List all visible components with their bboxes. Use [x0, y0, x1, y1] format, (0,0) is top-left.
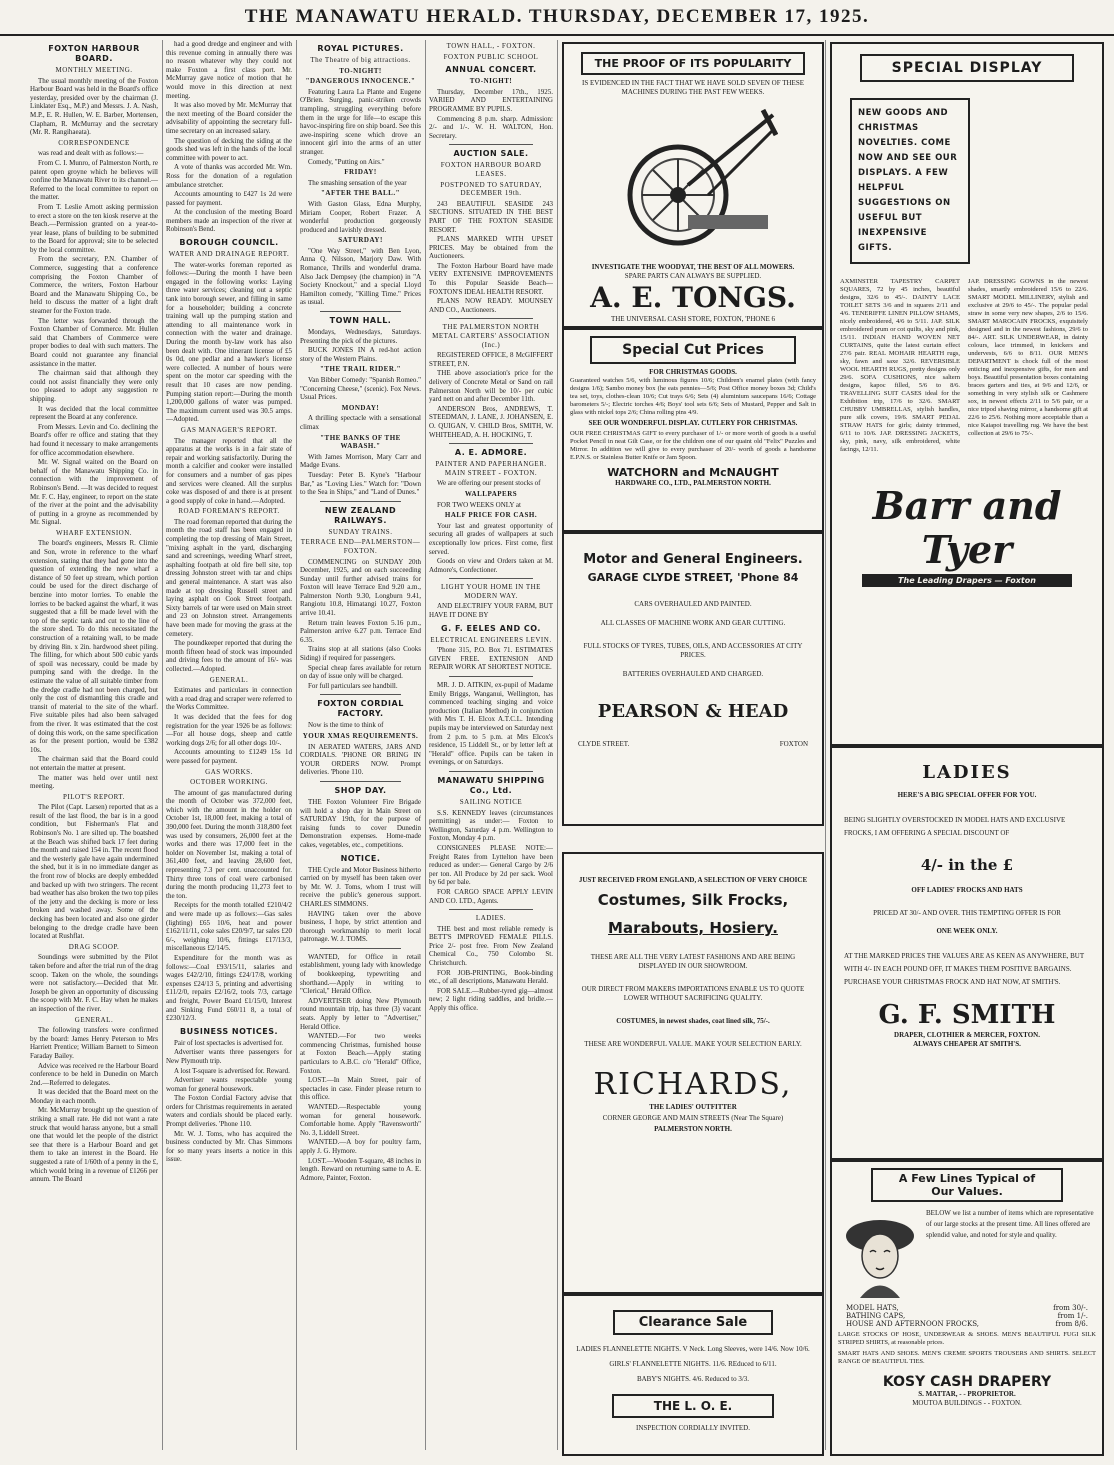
- ad-text: THESE ARE WONDERFUL VALUE. MAKE YOUR SELECTION EARLY.: [584, 1040, 802, 1048]
- section-heading: THE PALMERSTON NORTH METAL CARTERS' ASSOCIATION (Inc.): [432, 323, 550, 349]
- paragraph: Advertiser wants three passengers for New Plymouth trip.: [166, 1048, 292, 1065]
- paragraph: Goods on view and Orders taken at M. Admore's, Confectioner.: [429, 557, 553, 574]
- paragraph: PLANS NOW READY. MOUNSEY AND CO., Auctioneers.: [429, 297, 553, 314]
- column-notices: [429, 40, 553, 1450]
- film-title: "THE TRAIL RIDER.": [319, 365, 402, 374]
- ad-address: CLYDE STREET.: [578, 740, 630, 748]
- ad-address: THE UNIVERSAL CASH STORE, FOXTON, 'PHONE 6: [610, 315, 776, 323]
- ad-g-f-smith: [830, 746, 1104, 1160]
- ad-name: A. E. TONGS.: [590, 281, 796, 314]
- paragraph: THE Foxton Volunteer Fire Brigade will hold a shop day in Main Street on SATURDAY 19th, for the purpose of raising funds to cover Dunedin Demonstration expenses. Home-made cakes, vegetables, etc., competitions.: [300, 797, 421, 849]
- masthead: THE MANAWATU HERALD. THURSDAY, DECEMBER 17, 1925.: [0, 0, 1114, 36]
- paragraph: REGISTERED OFFICE, 8 McGIFFERT STREET, P.N.: [429, 351, 553, 368]
- paragraph: was read and dealt with as follows:—: [38, 149, 144, 158]
- paragraph: The following transfers were confirmed by the board: James Henry Peterson to Mrs Harriett Prentice; William Barnett to Simeon Faraday Bailey.: [30, 1026, 158, 1060]
- paragraph: A lost T-square is advertised for. Reward.: [174, 1066, 290, 1075]
- article-title: FOXTON CORDIAL FACTORY.: [317, 699, 404, 719]
- paragraph: The Foxton Harbour Board have made VERY EXTENSIVE IMPROVEMENTS To this Popular Seaside Beach—FOXTON'S IDEAL HEALTH RESORT.: [429, 261, 553, 296]
- article-title: MANAWATU SHIPPING Co., Ltd.: [437, 775, 545, 795]
- paragraph: The amount of gas manufactured during the month of October was 372,000 feet, which with the amount in the holder on October 1st, 18,000 feet, making a total of 390,000 feet. During the month 318,800 feet was used by consumers, 26,000 feet at the works and there was 17,000 feet in the holder on November 1st, making a total of 361,400 feet, and leaving 28,600 feet, representing 7.3 per cent. unaccounted for. Thirty three tons of coal were carbonised during the month producing 11,273 feet to the ton.: [166, 788, 292, 900]
- item-price: from 8/6.: [1055, 1320, 1088, 1328]
- paragraph: It was decided that the local committee represent the Board at any conference.: [30, 404, 158, 422]
- divider: [320, 781, 401, 782]
- paragraph: Receipts for the month totalled £210/4/2 and were made up as follows:—Gas sales (lighting) £65 10/6, heat and power £162/11/11, coke sales £20/9/7, tar sales £20 6/-, weighing 10/6, fittings £17/13/3, miscellaneous £2/14/5.: [166, 901, 292, 953]
- section-heading: SAILING NOTICE: [459, 797, 523, 806]
- ad-text: FULL STOCKS OF TYRES, TUBES, OILS, AND ACCESSORIES AT CITY PRICES.: [583, 642, 803, 659]
- article-title: G. F. EELES AND CO.: [441, 623, 541, 633]
- classified: LOST.—Wooden T-square, 48 inches in length. Reward on returning same to A. E. Admore, Painter, Foxton.: [300, 1156, 421, 1182]
- paragraph: Now is the time to think of: [308, 721, 384, 730]
- ad-text: COSTUMES, in newest shades, coat lined silk, 75/-.: [616, 1017, 770, 1025]
- ad-title: A Few Lines Typical of Our Values.: [871, 1168, 1063, 1202]
- section-heading: DRAG SCOOP.: [68, 942, 120, 951]
- paragraph: Trains stop at all stations (also Cooks Siding) if required for passengers.: [300, 645, 421, 663]
- announcement: HALF PRICE FOR CASH.: [444, 511, 538, 520]
- paragraph: PLANS MARKED WITH UPSET PRICES. May be obtained from the Auctioneers.: [429, 235, 553, 261]
- section-heading: GENERAL.: [209, 675, 249, 684]
- divider: [320, 311, 401, 312]
- paragraph: THE above association's price for the delivery of Concrete Metal or Sand on rail Palmerston North will be 10/- per cubic yard nett on and after December 11th.: [429, 369, 553, 404]
- ad-richards: [562, 852, 824, 1294]
- ad-name: WATCHORN and McNAUGHT: [607, 466, 779, 479]
- ad-text: GIRLS' FLANNELETTE NIGHTS. 11/6. REduced to 6/11.: [609, 1360, 777, 1368]
- classified: ADVERTISER doing New Plymouth round mountain trip, has three (3) vacant seats. Apply by letter to "Advertiser," Herald Office.: [300, 996, 421, 1031]
- paragraph: The road foreman reported that during the month the road staff has been engaged in completing the top dressing of Main Street, "mixing asphalt in the yard, discharging sand and screenings, weeding Wharf street, asphalting footpath at old fire bell site, top dressing Johnston street with tar and chips and general maintenance. A start was also made at top dressing Russell street and laying asphalt on Cook Street footpath. Sixty barrels of tar were used on Main street and 23 on Johnston street. Arrangements have been made for moving the grass at the cemetery.: [166, 517, 292, 638]
- ad-text: Guaranteed watches 5/6, with luminous figures 10/6; Children's enamel plates (with fancy designs 1/6); Sambo money box (he eats pennies—5/6; Post Office money boxes 3d; Child's tea set, toys, clothes-clean 10/6; Cut trays 6/6; Sets (4) aluminium saucepans 16/6; Cottage barometers 5/-; Electric torches 4/6; Boys' tool sets 6/6; Sets of Mustard, Pepper and Salt in glass with nickel tops 2/6; China rolling pins 4/9.: [570, 377, 816, 416]
- section-heading: LADIES.: [475, 914, 507, 923]
- ad-title: Clearance Sale: [613, 1310, 773, 1335]
- paragraph: Tuesday: Peter B. Kyne's "Harbour Bar," as "Loving Lies." Watch for: "Down to the Sea in Ships," and "Land of Dunes.": [300, 470, 421, 497]
- price-row: [844, 1320, 1090, 1328]
- ad-title: Costumes, Silk Frocks,: [597, 891, 789, 909]
- paragraph: MR. J. D. AITKIN, ex-pupil of Madame Emily Briggs, Wanganui, Wellington, has commenced teaching singing and voice production (Italian Method) in conjunction with Mrs T. H. Elcox A.T.C.L. Intending pupils may be interviewed on Saturday next from 2 p.m. to 5 p.m. at Mrs Elcox's residence, 15 Liddell St., or by letter left at "Herald" office. Pupils can be taken in evenings, or on Saturdays.: [429, 681, 553, 767]
- classified: WANTED.—For two weeks commencing Christmas, furnished house at Foxton Beach.—Apply stating particulars to A.B.C. c/o "Herald" Office, Foxton.: [300, 1032, 421, 1075]
- article-title: AUCTION SALE.: [453, 149, 529, 159]
- announcement: TO-NIGHT!: [339, 66, 382, 75]
- section-heading: CORRESPONDENCE: [58, 138, 130, 147]
- section-heading: ELECTRICAL ENGINEERS LEVIN.: [430, 635, 552, 644]
- ad-tongs: [562, 42, 824, 328]
- paragraph: THE best and most reliable remedy is BETT'S IMPROVED FEMALE PILLS. Price 2/- post free. From New Zealand Chemical Co., 750 Colombo St. Christchurch.: [429, 924, 553, 968]
- paragraph: Accounts amounting to £1249 15s 1d were passed for payment.: [166, 748, 292, 765]
- paragraph: The question of decking the siding at the goods shed was left in the hands of the local committee with power to act.: [166, 136, 292, 162]
- ad-text: ALWAYS CHEAPER AT SMITH'S.: [913, 1040, 1021, 1048]
- ad-title: Marabouts, Hosiery.: [608, 919, 778, 937]
- announcement: SATURDAY!: [338, 236, 383, 245]
- ad-name: RICHARDS,: [593, 1067, 793, 1102]
- section-heading: SUNDAY TRAINS.: [328, 527, 393, 536]
- ad-title: SPECIAL DISPLAY: [860, 54, 1075, 82]
- paragraph: The Pilot (Capt. Larsen) reported that as a result of the last flood, the bar is in a good condition, but Fisherman's Flat and Robinson's No. 1 are silted up. The boatshed at the Beach was shifted back 17 feet during the month and raised 154 in. The recent flood and the westerly gale have again undermined the shed, but it is in no immediate danger as the front row of blocks are deeply embedded and backed up with two stringers. The recent bad weather has also broken the two top piles of the jetty and the decking is more or less broken and washed away. Some of the decking has been located and also one girder belonging to the dredge cradle have been located at Rushflat.: [30, 803, 158, 941]
- announcement: TO-NIGHT!: [469, 77, 513, 86]
- paragraph: COMMENCING on SUNDAY 20th December, 1925, and on each succeeding Sunday until further advised trains for Foxton will leave Terrace End 9.20 a.m., Palmerston North 9.30, Longburn 9.41, Rangiotu 10.8, Himatangi 10.27, Foxton arrive 10.41.: [300, 557, 421, 618]
- paragraph: We are offering our present stocks of: [437, 479, 541, 488]
- paragraph: FOR CARGO SPACE APPLY LEVIN AND CO. LTD., Agents.: [429, 887, 553, 905]
- article-title: SHOP DAY.: [334, 785, 387, 795]
- section-heading: WATER AND DRAINAGE REPORT.: [168, 250, 290, 259]
- ad-text: SPARE PARTS CAN ALWAYS BE SUPPLIED.: [624, 272, 762, 280]
- column-rule: [162, 40, 163, 1450]
- paragraph: With James Morrison, Mary Carr and Madge Evans.: [300, 452, 421, 470]
- paragraph: Advice was received re the Harbour Board conference to be held in Dunedin on March 2nd.—Referred to delegates.: [30, 1061, 158, 1087]
- paragraph: Featuring Laura La Plante and Eugene O'Brien. Surging, panic-striken crowds trampling, struggling everything before them in the urge for life—to escape this havoc-inspiring fire on ship board. See this awe-inspiring scene which drove an innocent girl into the arms of an utter stranger.: [300, 87, 421, 156]
- ad-text: AT THE MARKED PRICES THE VALUES ARE AS KEEN AS ANYWHERE, BUT WITH 4/- IN EACH POUND OFF, IT MAKES THEM POSITIVE BARGAINS. PURCHASE YOUR CHRISTMAS FROCK AND HAT NOW, AT SMITH'S.: [844, 952, 1084, 986]
- item-price: from 30/-.: [1053, 1304, 1088, 1312]
- ad-address: MOUTOA BUILDINGS - - FOXTON.: [912, 1399, 1022, 1407]
- ad-text: OUR FREE CHRISTMAS GIFT to every purchaser of 1/- or more worth of goods is a useful Pocket Pencil in neat Gilt Case, or for the children one of our quaint old "Felix" Puzzles and Mirror. In addition we will give to every purchaser of 20/- worth of goods a handsome E.P.N.S. or Stainless Butter Knife or Jam Spoon.: [570, 430, 816, 461]
- divider: [449, 443, 533, 444]
- ad-name: KOSY CASH DRAPERY: [882, 1374, 1052, 1390]
- ad-text: SMART HATS AND SHOES. MEN'S CREME SPORTS TROUSERS AND SHIRTS. SELECT RANGE OF BEAUTIFUL TIES.: [838, 1350, 1096, 1365]
- ad-text: OUR DIRECT FROM MAKERS IMPORTATIONS ENABLE US TO QUOTE LOWER WITHOUT SACRIFICING QUALITY.: [581, 985, 805, 1002]
- price-list: [844, 1304, 1090, 1328]
- ad-clearance-sale: [562, 1294, 824, 1456]
- paragraph: Special cheap fares available for return on day of issue only will be charged.: [300, 663, 421, 681]
- article-title: NEW ZEALAND RAILWAYS.: [324, 505, 397, 525]
- paragraph: 'Phone 315, P.O. Box 71. ESTIMATES GIVEN FREE. EXTENSION AND REPAIR WORK AT SHORTEST NOTICE.: [429, 646, 553, 672]
- paragraph: Comedy, "Putting on Airs.": [308, 157, 385, 166]
- paragraph: It was decided that the fees for dog registration for the year 1926 be as follows:—For all house dogs, sheep and cattle working dogs 2/6; for all other dogs 10/-.: [166, 712, 292, 747]
- ad-name: G. F. SMITH: [878, 1000, 1056, 1030]
- article-title: NOTICE.: [340, 853, 381, 863]
- column-rule: [825, 40, 826, 1450]
- ad-title: THE PROOF OF ITS POPULARITY: [581, 52, 806, 75]
- article-title: FOXTON HARBOUR BOARD.: [48, 44, 140, 63]
- paragraph: The matter was held over until next meeting.: [30, 773, 158, 791]
- paragraph: FOR TWO WEEKS ONLY at: [437, 500, 521, 509]
- column-entertainment: [300, 40, 421, 1450]
- article-title: TOWN HALL.: [329, 316, 392, 326]
- paragraph: From Messrs. Levin and Co. declining the Board's offer re office and stating that they had found it necessary to make arrangements for office accommodation elsewhere.: [30, 422, 158, 457]
- paragraph: Mr. W. J. Toms, who has acquired the business conducted by Mr. Chas Simmons for so many years inserts a notice in this issue.: [166, 1129, 292, 1164]
- divider: [449, 909, 533, 910]
- film-title: "DANGEROUS INNOCENCE.": [305, 77, 416, 86]
- column-harbour-board: [30, 40, 158, 1450]
- paragraph: Mondays, Wednesdays, Saturdays. Presenting the pick of the pictures.: [300, 328, 421, 345]
- column-rule: [296, 40, 297, 1450]
- paragraph: At the conclusion of the meeting Board members made an inspection of the river at Robinson's Bend.: [166, 208, 292, 234]
- article-subtitle: MONTHLY MEETING.: [55, 66, 133, 74]
- classified: LOST.—In Main Street, pair of spectacles in case. Finder please return to this office.: [300, 1076, 421, 1102]
- ad-name: THE L. O. E.: [612, 1394, 774, 1418]
- article-title: BOROUGH COUNCIL.: [179, 238, 279, 248]
- paragraph: It was also moved by Mr. McMurray that the next meeting of the Board consider the advisability of appointing the secretary full-time secretary on an increased salary.: [166, 101, 292, 135]
- item-name: HOUSE AND AFTERNOON FROCKS,: [846, 1320, 980, 1328]
- ad-text: BATTERIES OVERHAULED AND CHARGED.: [622, 670, 764, 678]
- announcement: WALLPAPERS: [464, 489, 518, 498]
- ad-town: PALMERSTON NORTH.: [654, 1125, 732, 1133]
- paragraph: BUCK JONES IN A red-hot action story of the Western Plains.: [300, 346, 421, 363]
- announcement: FRIDAY!: [344, 168, 377, 177]
- film-title: "THE BANKS OF THE WABASH.": [320, 433, 401, 451]
- ad-text: ONE WEEK ONLY.: [936, 927, 998, 935]
- paragraph: Mr. W. Signal waited on the Board on behalf of the Manawatu Shipping Co. in connection with the improvement of Robinson's Bend. —It was decided to request Mr. F. C. Hay, engineer, to report on the state of the river at the point and the advisability of putting in a groyne as recommended by Mr. Signal.: [30, 458, 158, 527]
- ad-subtitle: DRAPER, CLOTHIER & MERCER, FOXTON.: [894, 1031, 1040, 1039]
- divider: [449, 578, 533, 579]
- ad-watchorn: [562, 328, 824, 532]
- ad-name: Barr and Tyer: [872, 483, 1062, 572]
- ad-town: FOXTON: [779, 740, 808, 748]
- paragraph: Advertiser wants respectable young woman for general housework.: [166, 1076, 292, 1093]
- film-title: "AFTER THE BALL.": [321, 189, 400, 198]
- section-heading: FOXTON HARBOUR BOARD LEASES.: [440, 161, 542, 178]
- paragraph: The chairman said that although they could not assist financially they were only too pleased to adopt any suggestion re shipping.: [30, 369, 158, 403]
- paragraph: The manager reported that all the apparatus at the works is in a fair state of repair and working satisfactorily. During the month a calcifier and cooker were installed for consumers and a number of gas pipes and services were cleaned. All the surplus coke was disposed of and there is at present a good supply of coke in hand.—Adopted.: [166, 436, 292, 505]
- divider: [449, 676, 533, 677]
- section-heading: TERRACE END—PALMERSTON—FOXTON.: [300, 538, 421, 555]
- announcement: YOUR XMAS REQUIREMENTS.: [302, 732, 419, 740]
- divider: [320, 694, 401, 695]
- paragraph: Van Bibber Comedy: "Spanish Romeo." "Concerning Cheese," (scenic). Fox News. Usual Prices.: [300, 376, 421, 402]
- paragraph: Return train leaves Foxton 5.16 p.m., Palmerston arrive 6.27 p.m. Terrace End 6.35.: [300, 618, 421, 644]
- ad-barr-and-tyer: [830, 42, 1104, 746]
- column-council: [166, 40, 292, 1450]
- ad-text: IS EVIDENCED IN THE FACT THAT WE HAVE SOLD SEVEN OF THESE MACHINES DURING THE PAST FEW WEEKS.: [582, 79, 804, 96]
- paragraph: With Gaston Glass, Edna Murphy, Miriam Cooper, Robert Frazer. A wonderful production gorgeously produced and lavishly dressed.: [300, 199, 421, 234]
- ad-subtitle: THE LADIES' OUTFITTER: [649, 1103, 737, 1111]
- ad-address: HARDWARE CO., LTD., PALMERSTON NORTH.: [615, 479, 771, 487]
- ad-intro: NEW GOODS AND CHRISTMAS NOVELTIES. COME NOW AND SEE OUR DISPLAYS. A FEW HELPFUL SUGGESTIONS ON USEFUL BUT INEXPENSIVE GIFTS.: [858, 108, 958, 253]
- paragraph: Accounts amounting to £427 1s 2d were passed for payment.: [166, 190, 292, 207]
- lady-portrait-illustration: [840, 1208, 920, 1298]
- ad-text: INSPECTION CORDIALLY INVITED.: [636, 1424, 750, 1432]
- ad-text: JUST RECEIVED FROM ENGLAND, A SELECTION OF VERY CHOICE: [578, 876, 808, 884]
- ad-kosy-cash-drapery: [830, 1160, 1104, 1456]
- ad-subtitle: GARAGE CLYDE STREET, 'Phone 84: [587, 571, 799, 584]
- ad-subtitle: FOR CHRISTMAS GOODS.: [649, 368, 737, 376]
- paragraph: The water-works foreman reported as follows:—During the month I have been engaged in the following works: Laying three water services; cleaning out a septic tank into borough sewer, and filling in same for a householder; building a concrete training wall up the pumping station and attending to all maintenance work in connection with the water and drainage. During the month by-law work has also been dealt with. One itinerant license of £5 0s 0d, one pedlar and a hawker's license were collected. A number of hours were spent on the motor car speeding with the result that 10 cases are now pending. Pumping station report:—During the month 1,200,000 gallons of water was pumped. The maximum current used was 30.5 amps.—Adopted.: [166, 260, 292, 424]
- tagline: The Theatre of big attractions.: [310, 56, 411, 64]
- ad-pearson-head: [562, 532, 824, 826]
- ad-title: LADIES: [922, 762, 1012, 783]
- paragraph: had a good dredge and engineer and with this revenue coming in annually there was no reason whatever why they could not make Foxton a first class port. Mr. McMurray gave notice of motion that he would move in this direction at next meeting.: [166, 40, 292, 100]
- classified: WANTED.—A boy for poultry farm, apply J. G. Hymore.: [300, 1138, 421, 1155]
- ad-title: Special Cut Prices: [590, 336, 796, 364]
- paragraph: Pair of lost spectacles is advertised for.: [174, 1038, 284, 1047]
- ad-list-right: JAP. DRESSING GOWNS in the newest shades, smartly embroidered 15/6 to 22/6. SMART MODEL MILLINERY, stylish and exclusive at 29/6 to 45/-. The popular pedal straw in some very new shapes, 2/6 to 15/6. SMART MAROCAIN FROCKS, exquisitely designed and in the newest fashions, 29/6 to 84/-. ART. SILK UNDERWEAR, in dainty colours, lace trimmed, in knickers and undervests, 6/6 to 8/11. OUR MEN'S DEPARTMENT is chock full of the most enticing and inexpensive gifts, for men and boys. Beautiful presentation boxes containing braces garters and ties, at 9/6 and 12/6, or something in very stylish silk or Cashmere sox, in newest effects 2/11 to 5/6 pair, or a nice tripod shaving mirror, a handsome gift at 22/6 to 25/6. Nothing more acceptable than a nice Kaiapoi travelling rug. We have the best collection at 29/6 to 75/-.: [968, 278, 1088, 437]
- paragraph: Soundings were submitted by the Pilot taken before and after the trial run of the drag scoop. Taken on the whole, the soundings were not satisfactory.—Decided that Mr. Joseph be given an opportunity of discussing the scoop with Mr. F. C. Hay when he makes an inspection of the river.: [30, 953, 158, 1013]
- paragraph: Mr. McMurray brought up the question of striking a small rate. He did not want a rate struck that would harass anyone, but a small one that would let the people of the district see that there is a Harbour Board and get them to take an interest in the Board. He suggested a rate of 1/60th of a penny in the £, which would bring in a revenue of £1266 per annum. The Board: [30, 1106, 158, 1184]
- paragraph: For full particulars see handbill.: [308, 681, 398, 690]
- paragraph: Expenditure for the month was as follows:—Coal £93/15/11, salaries and wages £42/2/10, fittings £24/17/8, working expenses £24/13 5, printing and advertising £11/2/0, repairs £2/16/2, tools 7/3, cartage and freight, Power Board £1/15/0, Interest and Sinking Fund £60/11 8, a total of £230/12/3.: [166, 953, 292, 1023]
- item-name: MODEL HATS,: [846, 1304, 899, 1312]
- section-heading: GAS MANAGER'S REPORT.: [180, 425, 278, 434]
- paragraph: Your last and greatest opportunity of securing all grades of wallpapers at such exceptionally low prices. First come, first served.: [429, 521, 553, 556]
- paragraph: CONSIGNEES PLEASE NOTE:— Freight Rates from Lyttelton have been reduced as under:— General Cargo by 2/6 per ton. All Produce by 2d per sack. Wool by 6d per bale.: [429, 843, 553, 887]
- classified: FOR SALE.—Rubber-tyred gig—almost new; 2 light riding saddles, and bridle.—Apply this office.: [429, 986, 553, 1013]
- ad-text: INVESTIGATE THE WOODYAT, THE BEST OF ALL MOWERS.: [591, 263, 795, 271]
- paragraph: From the secretary, P.N. Chamber of Commerce, suggesting that a conference comprising the Foxton Chamber of Commerce, the writers, Foxton Harbour Board and the Manawatu Shipping Co., be held to discuss the matter of a light draft steamer for the Foxton trade.: [30, 255, 158, 316]
- paragraph: The Foxton Cordial Factory advise that orders for Christmas requirements in aerated waters and cordials should be placed early. Prompt deliveries. 'Phone 110.: [166, 1094, 292, 1129]
- ad-text: OFF LADIES' FROCKS AND HATS: [911, 886, 1023, 894]
- article-title: BUSINESS NOTICES.: [179, 1026, 278, 1036]
- divider: [449, 144, 533, 145]
- paragraph: THE Cycle and Motor Business hitherto carried on by myself has been taken over by Mr. W. J. Toms, whom I trust will receive the public's generous support. CHARLES SIMMONS.: [300, 865, 421, 908]
- column-rule: [557, 40, 558, 1450]
- section-heading: WHARF EXTENSION.: [55, 528, 133, 537]
- item-name: BATHING CAPS,: [846, 1312, 906, 1320]
- paragraph: The chairman said that the Board could not entertain the matter at present.: [30, 755, 158, 772]
- article-title: ANNUAL CONCERT.: [445, 65, 537, 75]
- section-heading: OCTOBER WORKING.: [190, 778, 268, 787]
- ad-text: BELOW we list a number of items which are representative of our large stocks at the present time. All lines offered are splendid value, and noted for style and quality.: [926, 1209, 1094, 1239]
- ad-discount: 4/- in the £: [920, 856, 1014, 874]
- divider: [449, 318, 533, 319]
- article-title: A. E. ADMORE.: [454, 448, 528, 458]
- ad-text: PRICED AT 30/- AND OVER. THIS TEMPTING OFFER IS FOR: [873, 909, 1061, 917]
- ad-text: THESE ARE ALL THE VERY LATEST FASHIONS AND ARE BEING DISPLAYED IN OUR SHOWROOM.: [590, 953, 796, 970]
- venue: TOWN HALL, - FOXTON.: [446, 42, 536, 50]
- section-heading: ROAD FOREMAN'S REPORT.: [178, 507, 280, 516]
- ad-text: LARGE STOCKS OF HOSE, UNDERWEAR & SHOES. MEN'S BEAUTIFUL FUGI SILK STRIPED SHIRTS, at reasonable prices.: [838, 1331, 1096, 1346]
- paragraph: The board's engineers, Messrs R. Climie and Son, wrote in reference to the wharf extension, stating that they had gone into the question of extending the new wharf a distance of 50 feet up stream, which portion could be used for the direct discharge of benzine into motor lorries. To enable the lorries to be backed against the wharf, it was suggested that a fill be made level with the top of the septic tank and cut to the line of the store shed. To do this necessitated the construction of a retaining wall, to be made by driving 8in. x 2in. hardwood sheet piling. The filling, for which about 500 cubic yards of spoil was necessary, could be made by pumping sand with the dredge. In the estimate the value of all suitable timber from the dredge cradle had not been charged, but only the cost of dismantling this cradle and transit of material to the site of the wharf. Five suitable piles had also been salvaged from the river. It was estimated that the cost of doing this work, on the same specification as for the present portion, would be £382 10s.: [30, 539, 158, 754]
- paragraph: A thrilling spectacle with a sensational climax: [300, 414, 421, 431]
- item-price: from 1/-.: [1057, 1312, 1088, 1320]
- ad-tagline: The Leading Drapers — Foxton: [862, 574, 1072, 587]
- ad-subtitle: HERE'S A BIG SPECIAL OFFER FOR YOU.: [897, 791, 1037, 799]
- paragraph: Thursday, December 17th., 1925. VARIED AND ENTERTAINING PROGRAMME BY PUPILS.: [429, 87, 553, 113]
- paragraph: From C. I. Munro, of Palmerston North, re patent open groyne which he believes will confine the Manawatu River to its channel.—Referred to the local committee to report on the matter.: [30, 158, 158, 202]
- paragraph: "One Way Street," with Ben Lyon, Anna Q. Nilsson, Marjory Daw. With Romance, Thrills and wonderful drama. Also Jack Dempsey (the champion) in "A Society Knockout," and a special Lloyd Hamilton comedy, "Killing Time." Prices as usual.: [300, 246, 421, 307]
- paragraph: IN AERATED WATERS, JARS AND CORDIALS. 'PHONE OR BRING IN YOUR ORDERS NOW. Prompt deliveries. 'Phone 110.: [300, 742, 421, 777]
- classified: WANTED, for Office in retail establishment, young lady with knowledge of bookkeeping, typewriting and shorthand.—Apply in writing to "Clerical," Herald Office.: [300, 952, 421, 996]
- section-heading: POSTPONED TO SATURDAY, DECEMBER 19th.: [440, 180, 542, 198]
- paragraph: HAVING taken over the above business, I hope, by strict attention and thorough workmanship to merit local patronage. W. J. TOMS.: [300, 909, 421, 944]
- ad-address: CORNER GEORGE AND MAIN STREETS (Near The Square): [602, 1114, 784, 1122]
- paragraph: 243 BEAUTIFUL SEASIDE 243 SECTIONS. SITUATED IN THE BEST PART OF THE FOXTON SEASIDE RESORT.: [429, 199, 553, 234]
- ad-list-left: AXMINSTER TAPESTRY CARPET SQUARES, 72 by 45 inches, beautiful designs, 32/6 to 45/-. DAINTY LACE TOILET SETS 3/6 and in squares 2/11 and 4/6. TENERIFFE LINEN PILLOW SHAMS, nicely embroidered, 4/6 to 5/11. JAP. SILK embroidered prum or cot quilts, sky and pink, 15/11. INDIAN HAND WOVEN NET CURTAINS, quite the latest curtain effect 27/6 pair. REAL MOHAIR HEARTH rugs, sky, fawn and saxe 32/6. REVERSIBLE WOOL HEARTH RUGS, pretty designs only 29/6. SOFA CUSHIONS, nice saltern designs, kapoc filled, 5/6 to 8/6. TRAVELLING SUIT CASES ideal for the Exhibition trip, 17/6 to 32/6. SMART CHUBBY UMBRELLAS, stylish handles, pure silk covers, 19/6. SMART PEDAL STRAW HATS for girls; dainty trimmed, 6/11 to 10/6. JAP. DRESSING JACKETS, sky, pink, navy, silk embroidered, white facings, 12/11.: [840, 278, 960, 453]
- ad-text: LADIES FLANNELETTE NIGHTS. V Neck. Long Sleeves, were 14/6. Now 10/6.: [576, 1345, 810, 1353]
- ad-text: SEE OUR WONDERFUL DISPLAY. CUTLERY FOR CHRISTMAS.: [588, 419, 798, 427]
- classified: WANTED.—Respectable young woman for general housework. Comfortable home. Apply "Ravensworth" No. 3, Liddell Street.: [300, 1102, 421, 1137]
- ad-text: ALL CLASSES OF MACHINE WORK AND GEAR CUTTING.: [600, 619, 786, 627]
- paragraph: The smashing sensation of the year: [308, 178, 407, 187]
- paragraph: The letter was forwarded through the Foxton Chamber of Commerce. Mr. Hullen said that Chambers of Commerce were proper bodies to deal with such matters. The Board could not guarantee any financial assistance in the matter.: [30, 316, 158, 368]
- ad-proprietor: S. MATTAR, - - PROPRIETOR.: [918, 1390, 1016, 1398]
- divider: [320, 948, 401, 949]
- announcement: MONDAY!: [341, 403, 380, 412]
- ad-title: Motor and General Engineers.: [583, 552, 803, 567]
- classified: FOR JOB-PRINTING, Book-binding etc., of all descriptions, Manawatu Herald.: [429, 968, 553, 986]
- lawn-mower-illustration: [608, 105, 778, 255]
- paragraph: The usual monthly meeting of the Foxton Harbour Board was held in the Board's office yesterday, presided over by the chairman (J. Linklater Esq., M.P.) and Messrs. J. A. Nash, M.P., E. R. Hullen, W. E. Barber, Mortensen, Clapham, R. McMurray and the secretary (Mr. R. Rangihaeata).: [30, 76, 158, 137]
- ad-name: PEARSON & HEAD: [597, 701, 789, 722]
- paragraph: From T. Leslie Arnott asking permission to erect a store on the ten kiosk reserve at the Beach.—Permission granted on a year-to-year lease, plans of building to be submitted to the Board for approval; site to be selected by the local committee.: [30, 202, 158, 254]
- price-row: [844, 1304, 1090, 1312]
- section-heading: GAS WORKS.: [205, 767, 253, 776]
- column-rule: [425, 40, 426, 1450]
- organiser: FOXTON PUBLIC SCHOOL: [443, 52, 539, 61]
- paragraph: Estimates and particulars in connection with a road drag and scraper were referred to the Works Committee.: [166, 686, 292, 712]
- ad-text: BABY'S NIGHTS. 4/6. Reduced to 3/3.: [636, 1375, 750, 1383]
- paragraph: AND ELECTRIFY YOUR FARM, BUT HAVE IT DONE BY: [429, 602, 553, 620]
- paragraph: ANDERSON Bros, ANDREWS, T. STEEDMAN, J. LANE, J. JOHANSEN, E. O. QUIGAN, V. CHILD Bros, SMITH, W. WHITEHEAD, A. H. HOCKING, T.: [429, 404, 553, 439]
- paragraph: Commencing 8 p.m. sharp. Admission: 2/- and 1/-. W. H. WALTON, Hon. Secretary.: [429, 114, 553, 140]
- paragraph: It was decided that the Board meet on the Monday in each month.: [30, 1088, 158, 1105]
- paragraph: The poundkeeper reported that during the month fifteen head of stock was impounded and driving fees to the amount of 16/- was collected.—Adopted.: [166, 639, 292, 673]
- article-title: ROYAL PICTURES.: [317, 44, 404, 53]
- section-heading: LIGHT YOUR HOME IN THE MODERN WAY.: [441, 583, 541, 600]
- price-row: [844, 1312, 1090, 1320]
- paragraph: A vote of thanks was accorded Mr. Wm. Ross for the donation of a regulation ambulance stretcher.: [166, 163, 292, 189]
- section-heading: PILOT'S REPORT.: [63, 792, 125, 801]
- ad-text: BEING SLIGHTLY OVERSTOCKED IN MODEL HATS AND EXCLUSIVE FROCKS, I AM OFFERING A SPECIAL DISCOUNT OF: [844, 816, 1066, 837]
- paragraph: S.S. KENNEDY leaves (circumstances permitting) as under:— Foxton to Wellington, Saturday 4 p.m. Wellington to Foxton, Monday 4 p.m.: [429, 808, 553, 843]
- divider: [320, 501, 401, 502]
- divider: [449, 771, 533, 772]
- section-heading: PAINTER AND PAPERHANGER. MAIN STREET - FOXTON.: [435, 460, 547, 477]
- ad-text: CARS OVERHAULED AND PAINTED.: [634, 600, 752, 608]
- section-heading: GENERAL.: [74, 1015, 114, 1024]
